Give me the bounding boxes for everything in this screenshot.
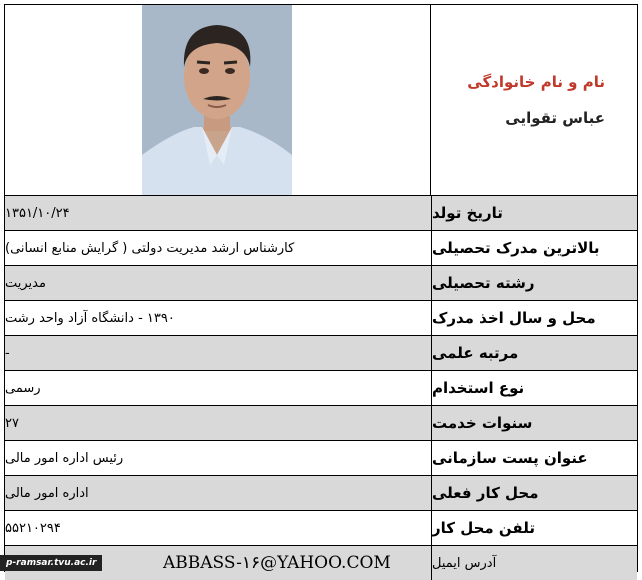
- row-label: مرتبه علمی: [431, 336, 637, 370]
- row-label: رشته تحصیلی: [431, 266, 637, 300]
- birth-date-row: [5, 196, 637, 231]
- degree-place-year-row: [5, 301, 637, 336]
- email-value[interactable]: ABBASS-۱۶@YAHOO.COM: [163, 553, 391, 573]
- name-label: نام و نام خانوادگی: [467, 73, 605, 91]
- name-cell: [430, 5, 637, 195]
- row-label: آدرس ایمیل: [431, 546, 637, 580]
- row-label: نوع استخدام: [431, 371, 637, 405]
- row-label: تاریخ تولد: [431, 196, 637, 230]
- field-of-study-row: [5, 266, 637, 301]
- row-label: محل و سال اخذ مدرک: [431, 301, 637, 335]
- watermark-text: p-ramsar.tvu.ac.ir: [6, 558, 97, 568]
- row-value: ۲۷: [5, 415, 19, 431]
- position-title-row: [5, 441, 637, 476]
- row-value: ۵۵۲۱۰۲۹۴: [5, 520, 61, 536]
- row-label: محل کار فعلی: [431, 476, 637, 510]
- site-watermark: [0, 555, 102, 571]
- current-workplace-row: [5, 476, 637, 511]
- row-label: سنوات خدمت: [431, 406, 637, 440]
- row-value: مدیریت: [5, 275, 46, 291]
- row-value: کارشناس ارشد مدیریت دولتی ( گرایش منابع انسانی): [5, 240, 295, 256]
- academic-rank-row: [5, 336, 637, 371]
- name-value: عباس تقوایی: [505, 109, 605, 127]
- info-table: [5, 196, 637, 580]
- row-value: ۱۳۹۰ - دانشگاه آزاد واحد رشت: [5, 310, 175, 326]
- portrait-image: [142, 5, 292, 195]
- profile-card: [4, 4, 638, 572]
- row-label: بالاترین مدرک تحصیلی: [431, 231, 637, 265]
- row-label: عنوان پست سازمانی: [431, 441, 637, 475]
- profile-header: [5, 5, 637, 196]
- profile-photo: [142, 5, 292, 195]
- highest-degree-row: [5, 231, 637, 266]
- row-value: اداره امور مالی: [5, 485, 89, 501]
- row-value: رئیس اداره امور مالی: [5, 450, 124, 466]
- work-phone-row: [5, 511, 637, 546]
- row-value: رسمی: [5, 380, 41, 396]
- row-value: -: [5, 345, 10, 361]
- years-of-service-row: [5, 406, 637, 441]
- row-value: ۱۳۵۱/۱۰/۲۴: [5, 205, 70, 221]
- row-label: تلفن محل کار: [431, 511, 637, 545]
- employment-type-row: [5, 371, 637, 406]
